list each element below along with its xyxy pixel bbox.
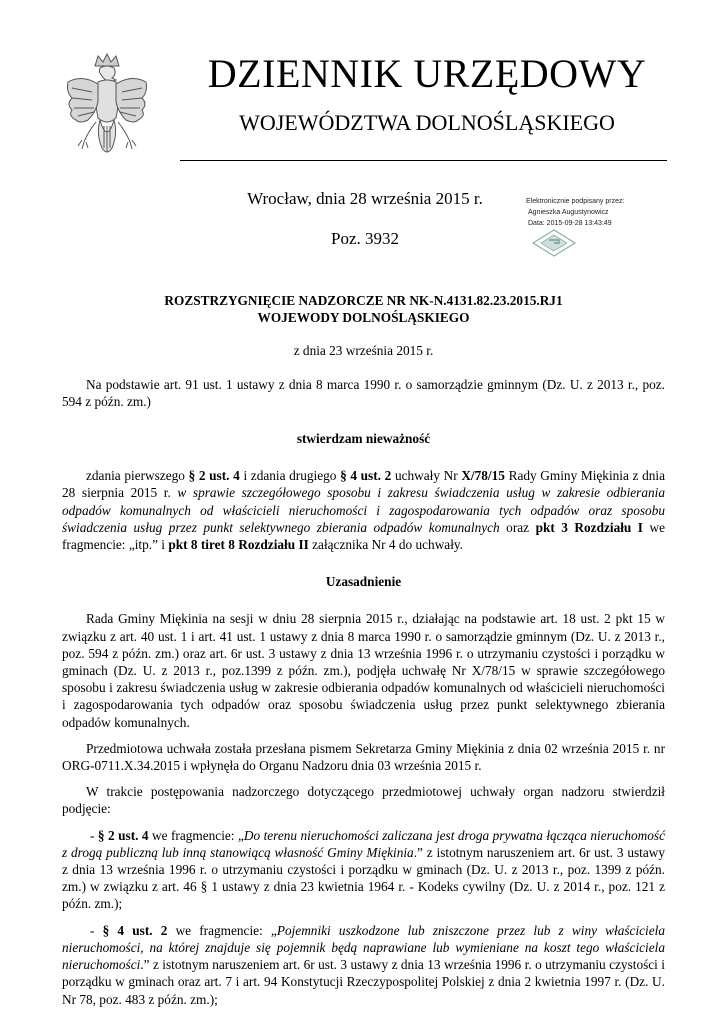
list-item-bold: § 4 ust. 2	[102, 922, 168, 938]
list-item	[62, 827, 665, 913]
list-item-text: .” z istotnym naruszeniem art. 6r ust. 3 ustawy z dnia 13 września 1996 r. o utrzymaniu czystości i porządku w gminach (Dz. U. z 2013 r., poz. 1399 z późn. zm.) w związku z art. 46 § 1 ustawy z dnia 23 kwietnia 1964 r. - Kodeks cywilny (Dz. U. z 2014 r., poz. 121 z późn. zm.);	[62, 844, 665, 912]
list-item-text: we fragmencie: „	[167, 922, 277, 938]
list-item-quote: Pojemniki uszkodzone lub zniszczone przez lub z winy właściciela nieruchomości, na której znajduje się pojemnik będą naprawiane lub wymieniane na koszt tego właściciela nieruchomości	[62, 922, 665, 973]
header-divider	[180, 160, 667, 161]
document-date: z dnia 23 września 2015 r.	[293, 343, 434, 359]
journal-title: DZIENNIK URZĘDOWY	[207, 51, 647, 96]
position-number: Poz. 3932	[331, 229, 399, 248]
justification-heading: Uzasadnienie	[325, 574, 402, 590]
decision-heading: stwierdzam nieważność	[296, 431, 431, 447]
justification-paragraph-3: W trakcie postępowania nadzorczego dotyczącego przedmiotowej uchwały organ nadzoru stwierdził podjęcie:	[62, 784, 665, 817]
decision-paragraph	[62, 467, 665, 553]
decision-text: oraz	[499, 519, 536, 535]
document-title-line2: WOJEWODY DOLNOŚLĄSKIEGO	[257, 310, 470, 326]
document-body	[62, 292, 665, 1008]
list-item-text: we fragmencie: „	[148, 827, 244, 843]
signer-name: Agnieszka Augustynowicz	[528, 209, 609, 216]
decision-text: załącznika Nr 4 do uchwały.	[308, 537, 464, 553]
polish-eagle-emblem-icon	[62, 52, 152, 164]
decision-text: zdania pierwszego	[86, 468, 189, 484]
justification-paragraph-2: Przedmiotowa uchwała została przesłana pismem Sekretarza Gminy Miękinia z dnia 02 września 2015 r. nr ORG-0711.X.34.2015 i wpłynęła do Organu Nadzoru dnia 03 września 2015 r.	[62, 740, 665, 774]
journal-subtitle: WOJEWÓDZTWA DOLNOŚLĄSKIEGO	[239, 110, 615, 135]
signature-label: Elektronicznie podpisany przez:	[526, 198, 625, 205]
list-item	[62, 922, 665, 1008]
place-date: Wrocław, dnia 28 września 2015 r.	[247, 189, 483, 208]
list-item-quote: Do terenu nieruchomości zaliczana jest droga prywatna łącząca nieruchomość z drogą publiczną lub inną stanowiącą własność Gminy Miękinia	[62, 827, 665, 860]
decision-bold: § 4 ust. 2	[340, 468, 392, 484]
decision-text: Rady Gminy Miękinia z dnia 28 sierpnia 2015 r.	[62, 468, 665, 501]
decision-bold: § 2 ust. 4	[188, 468, 240, 484]
list-dash: -	[90, 922, 103, 938]
justification-paragraph-1: Rada Gminy Miękinia na sesji w dniu 28 sierpnia 2015 r., działając na podstawie art. 18 ust. 2 pkt 15 w związku z art. 40 ust. 1 i art. 41 ust. 1 ustawy z dnia 8 marca 1990 r. o samorządzie gminnym (Dz. U. z 2013 r., poz. 594 z późn. zm.) oraz art. 6r ust. 3 ustawy z dnia 13 września 1996 r. o utrzymaniu czystości i porządku w gminach (Dz. U. z 2013 r., poz.1399 z późn. zm.), podjęła uchwałę Nr X/78/15 w sprawie szczegółowego sposobu i zakresu świadczenia usług w zakresie odbierania odpadów komunalnych od właścicieli nieruchomości i zagospodarowania tych odpadów oraz sposobu świadczenia usług przez punkt selektywnego zbierania odpadów komunalnych.	[62, 611, 665, 730]
legal-basis: Na podstawie art. 91 ust. 1 ustawy z dnia 8 marca 1990 r. o samorządzie gminnym (Dz. U. z 2013 r., poz. 594 z późn. zm.)	[62, 376, 665, 409]
list-dash: -	[90, 827, 98, 843]
resolution-title: w sprawie szczegółowego sposobu i zakresu świadczenia usług w zakresie odbierania odpadów komunalnych od właścicieli nieruchomości i zagospodarowania tych odpadów oraz sposobu świadczenia usług przez punkt selektywnego zbierania odpadów komunalnych	[62, 485, 665, 535]
signature-date: Data: 2015-09-28 13:43:49	[528, 220, 612, 227]
decision-text: i zdania drugiego	[239, 468, 341, 484]
list-item-bold: § 2 ust. 4	[97, 827, 149, 843]
decision-bold: X/78/15	[461, 468, 505, 484]
list-item-text: .” z istotnym naruszeniem art. 6r ust. 3 ustawy z dnia 13 września 1996 r. o utrzymaniu czystości i porządku w gminach oraz art. 7 i art. 94 Konstytucji Rzeczypospolitej Polskiej z dnia 2 kwietnia 1997 r. (Dz. U. Nr 78, poz. 483 z późn. zm.);	[62, 957, 665, 1007]
decision-bold: pkt 8 tiret 8 Rozdziału II	[168, 537, 309, 553]
decision-bold: pkt 3 Rozdziału I	[535, 519, 643, 535]
electronic-signature	[526, 196, 666, 229]
e-signature-mark-icon	[531, 228, 577, 258]
decision-text: we fragmencie: „itp.” i	[62, 519, 665, 553]
document-title-line1: ROZSTRZYGNIĘCIE NADZORCZE NR NK-N.4131.82.23.2015.RJ1	[164, 293, 563, 308]
decision-text: uchwały Nr	[391, 468, 462, 484]
